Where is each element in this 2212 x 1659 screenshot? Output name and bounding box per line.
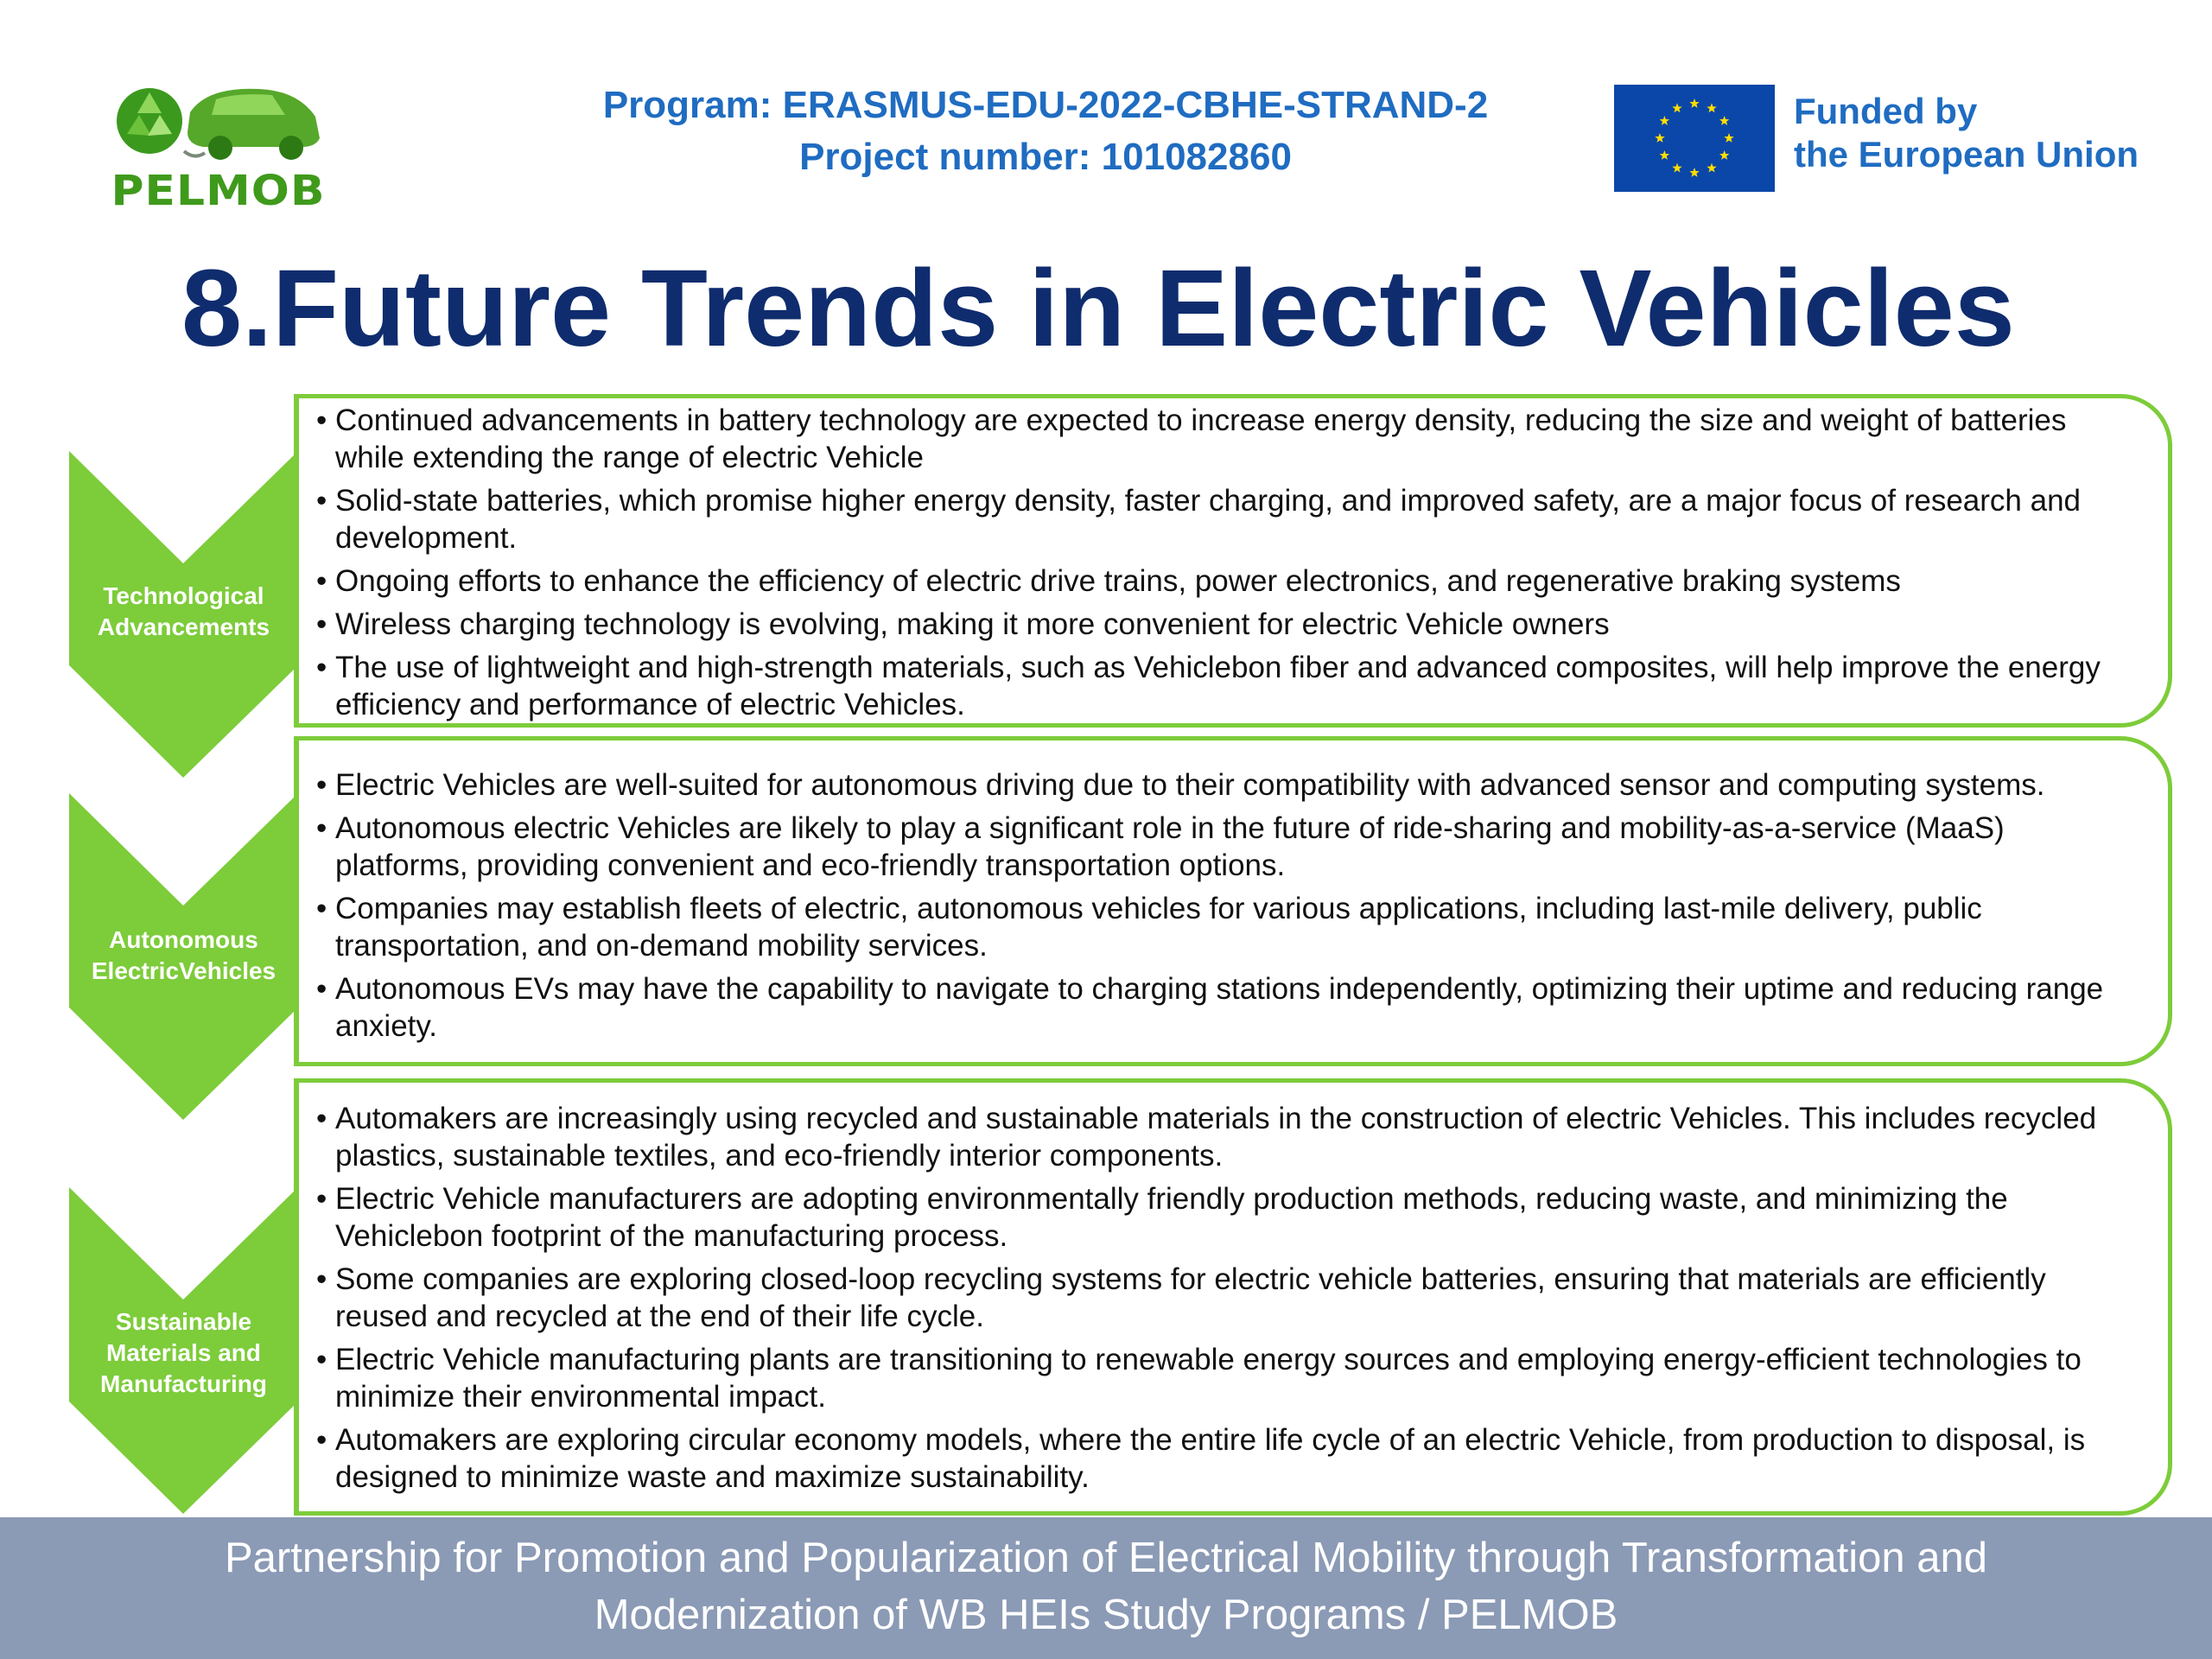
footer-bar: [0, 1517, 2212, 1659]
eu-star-icon: [1655, 133, 1664, 143]
section-chevron-sustainable: [69, 1187, 298, 1514]
eu-star-icon: [1719, 150, 1729, 160]
funded-by-eu: [1794, 90, 2139, 176]
list-item: • Autonomous EVs may have the capability to navigate to charging stations independently, optimizing their uptime and reducing range anxiety.: [316, 970, 2133, 1045]
list-item: • Electric Vehicle manufacturers are adopting environmentally friendly production methods, reducing waste, and minimizing the Vehiclebon footprint of the manufacturing process.: [316, 1180, 2133, 1255]
section-chevron-autonomous: [69, 793, 298, 1120]
eu-star-icon: [1719, 116, 1729, 125]
list-item: • Electric Vehicle manufacturing plants are transitioning to renewable energy sources and employing energy-efficient technologies to minimize their environmental impact.: [316, 1341, 2133, 1415]
recycle-car-icon: [108, 73, 328, 168]
pelmob-logo: [108, 73, 328, 220]
logo-text: PELMOB: [111, 167, 326, 215]
eu-star-icon: [1660, 116, 1669, 125]
footer-line-1: Partnership for Promotion and Popularization of Electrical Mobility through Transformation and: [225, 1535, 1987, 1581]
section-label: Autonomous ElectricVehicles: [91, 926, 276, 984]
eu-star-icon: [1724, 133, 1733, 143]
eu-star-icon: [1660, 150, 1669, 160]
eu-star-icon: [1707, 103, 1716, 112]
list-item: • Electric Vehicles are well-suited for autonomous driving due to their compatibility with advanced sensor and computing systems.: [316, 766, 2133, 804]
list-item: • Some companies are exploring closed-loop recycling systems for electric vehicle batteries, ensuring that materials are efficiently reused and recycled at the end of their life cycle.: [316, 1261, 2133, 1335]
eu-star-icon: [1689, 99, 1699, 108]
list-item: • Automakers are exploring circular economy models, where the entire life cycle of an electric Vehicle, from production to disposal, is designed to minimize waste and maximize sustainability.: [316, 1421, 2133, 1496]
funded-line-2: the European Union: [1794, 134, 2139, 175]
page-title: 8.Future Trends in Electric Vehicles: [181, 247, 2015, 369]
section-box-sustainable: [294, 1078, 2172, 1516]
program-line: Program: ERASMUS-EDU-2022-CBHE-STRAND-2: [602, 84, 1489, 126]
section-box-technological: [294, 394, 2172, 728]
eu-star-icon: [1707, 163, 1716, 173]
eu-star-icon: [1689, 168, 1699, 177]
footer-line-2: Modernization of WB HEIs Study Programs / PELMOB: [594, 1592, 1618, 1638]
project-number: Project number: 101082860: [799, 136, 1292, 178]
list-item: • Wireless charging technology is evolving, making it more convenient for electric Vehicle owners: [316, 606, 2133, 643]
funded-line-1: Funded by: [1794, 91, 1978, 131]
program-info: [484, 79, 1607, 183]
section-box-autonomous: [294, 736, 2172, 1066]
list-item: • Autonomous electric Vehicles are likely to play a significant role in the future of ride-sharing and mobility-as-a-service (MaaS) platforms, providing convenient and eco-friendly transportation options.: [316, 810, 2133, 884]
list-item: • Ongoing efforts to enhance the efficiency of electric drive trains, power electronics, and regenerative braking systems: [316, 563, 2133, 600]
section-label: Sustainable Materials and Manufacturing: [100, 1308, 267, 1397]
eu-star-icon: [1672, 163, 1681, 173]
list-item: • Companies may establish fleets of electric, autonomous vehicles for various applications, including last-mile delivery, public transportation, and on-demand mobility services.: [316, 890, 2133, 964]
section-label: Technological Advancements: [97, 582, 270, 640]
list-item: • Continued advancements in battery technology are expected to increase energy density, reducing the size and weight of batteries while extending the range of electric Vehicle: [316, 402, 2133, 476]
eu-star-icon: [1672, 103, 1681, 112]
eu-flag-icon: [1614, 85, 1775, 192]
section-chevron-technological: [69, 451, 298, 778]
list-item: • Automakers are increasingly using recycled and sustainable materials in the construction of electric Vehicles. This includes recycled plastics, sustainable textiles, and eco-friendly interior components.: [316, 1100, 2133, 1174]
list-item: • The use of lightweight and high-strength materials, such as Vehiclebon fiber and advanced composites, will help improve the energy efficiency and performance of electric Vehicles.: [316, 649, 2133, 723]
list-item: • Solid-state batteries, which promise higher energy density, faster charging, and improved safety, are a major focus of research and development.: [316, 482, 2133, 556]
